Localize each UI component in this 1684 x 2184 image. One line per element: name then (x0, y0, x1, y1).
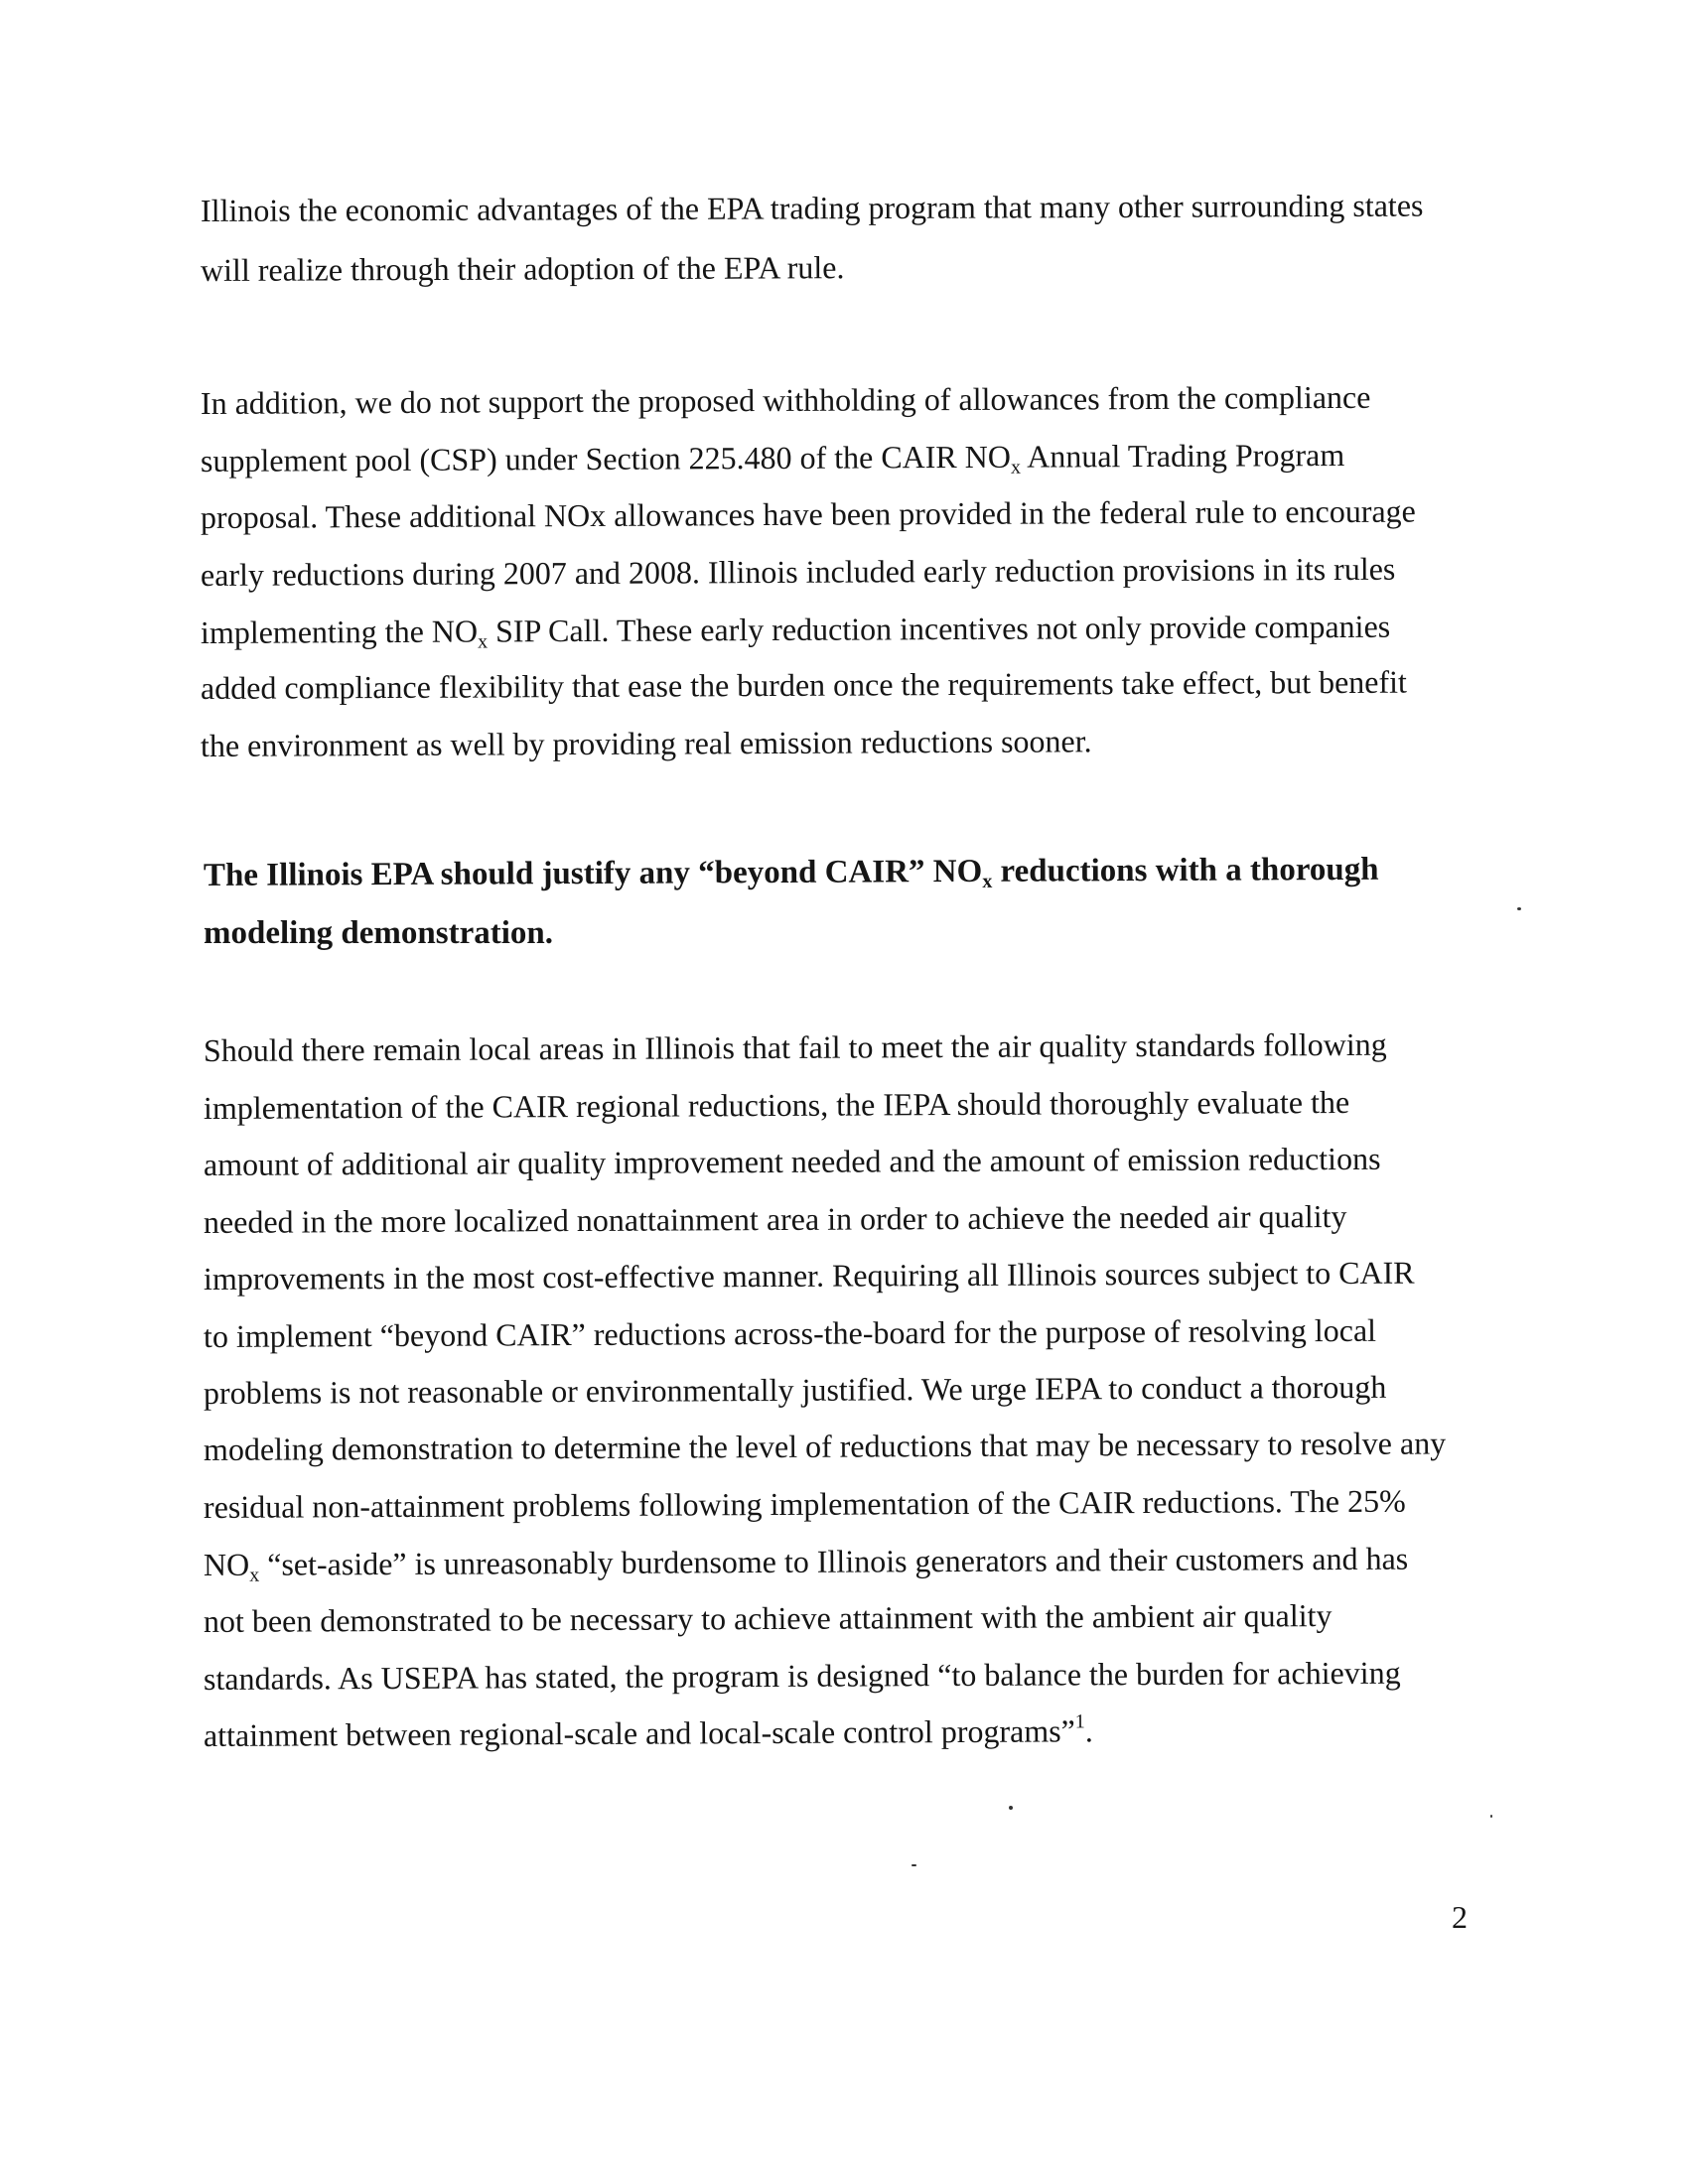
subscript-x: x (1010, 456, 1022, 478)
section-heading-line-1 (204, 850, 1379, 895)
paragraph-2-line-6: added compliance flexibility that ease the burden once the requirements take effect, but benefit (200, 663, 1407, 706)
line-text: “set-aside” is unreasonably burdensome to Illinois generators and their customers and has (259, 1540, 1409, 1582)
paragraph-2-line-4: early reductions during 2007 and 2008. Illinois included early reduction provisions in its rules (200, 550, 1396, 593)
page-number: 2 (1452, 1899, 1468, 1935)
subscript-x: x (478, 630, 489, 653)
subscript-x: x (249, 1564, 260, 1586)
paragraph-2-line-5 (201, 607, 1390, 652)
subscript-x: x (982, 870, 993, 892)
line-text: implementing the NO (200, 613, 479, 650)
paragraph-3-line-3: amount of additional air quality improvement needed and the amount of emission reductions (203, 1140, 1381, 1182)
line-text: Annual Trading Program (1020, 436, 1345, 475)
paragraph-3-line-10 (204, 1539, 1408, 1584)
paragraph-3-line-8: modeling demonstration to determine the level of reductions that may be necessary to resolve any (203, 1425, 1447, 1467)
paragraph-3-line-9: residual non-attainment problems following implementation of the CAIR reductions. The 25% (203, 1482, 1406, 1525)
paragraph-3-line-2: implementation of the CAIR regional reductions, the IEPA should thoroughly evaluate the (203, 1083, 1350, 1126)
line-text: SIP Call. These early reduction incentives not only provide companies (487, 608, 1391, 649)
heading-text: The Illinois EPA should justify any “beyond CAIR” NO (203, 853, 983, 893)
paragraph-3-line-7: problems is not reasonable or environmentally justified. We urge IEPA to conduct a thorough (203, 1368, 1387, 1411)
paragraph-3-line-5: improvements in the most cost-effective manner. Requiring all Illinois sources subject to CAIR (203, 1254, 1415, 1297)
footnote-reference: 1 (1074, 1710, 1085, 1733)
paragraph-2-line-1: In addition, we do not support the proposed withholding of allowances from the compliance (200, 378, 1371, 421)
paragraph-3-line-13 (204, 1710, 1093, 1755)
scan-speck (1517, 907, 1521, 910)
paragraph-2-line-2 (201, 435, 1344, 480)
line-text: . (1084, 1712, 1093, 1749)
paragraph-2-line-3: proposal. These additional NOx allowances have been provided in the federal rule to encourage (200, 492, 1416, 535)
scan-speck (912, 1864, 916, 1866)
paragraph-1-line-1: Illinois the economic advantages of the EPA trading program that many other surrounding states (200, 187, 1424, 228)
paragraph-3-line-11: not been demonstrated to be necessary to achieve attainment with the ambient air quality (203, 1597, 1333, 1639)
heading-text: reductions with a thorough (992, 851, 1379, 889)
paragraph-3-line-6: to implement “beyond CAIR” reductions across-the-board for the purpose of resolving local (203, 1311, 1377, 1354)
paragraph-3-line-4: needed in the more localized nonattainment area in order to achieve the needed air quality (203, 1197, 1347, 1240)
paragraph-1-line-2: will realize through their adoption of the EPA rule. (200, 249, 845, 288)
line-text: NO (203, 1546, 250, 1582)
paragraph-2-line-7: the environment as well by providing real emission reductions sooner. (200, 723, 1092, 763)
paragraph-3-line-1: Should there remain local areas in Illinois that fail to meet the air quality standards following (203, 1025, 1387, 1068)
line-text: attainment between regional-scale and local-scale control programs” (203, 1712, 1075, 1753)
section-heading-line-2: modeling demonstration. (204, 915, 554, 951)
paragraph-3-line-12: standards. As USEPA has stated, the program is designed “to balance the burden for achieving (203, 1654, 1401, 1697)
line-text: supplement pool (CSP) under Section 225.480 of the CAIR NO (200, 438, 1012, 478)
scan-speck (1009, 1806, 1013, 1810)
scan-speck (1490, 1815, 1492, 1818)
